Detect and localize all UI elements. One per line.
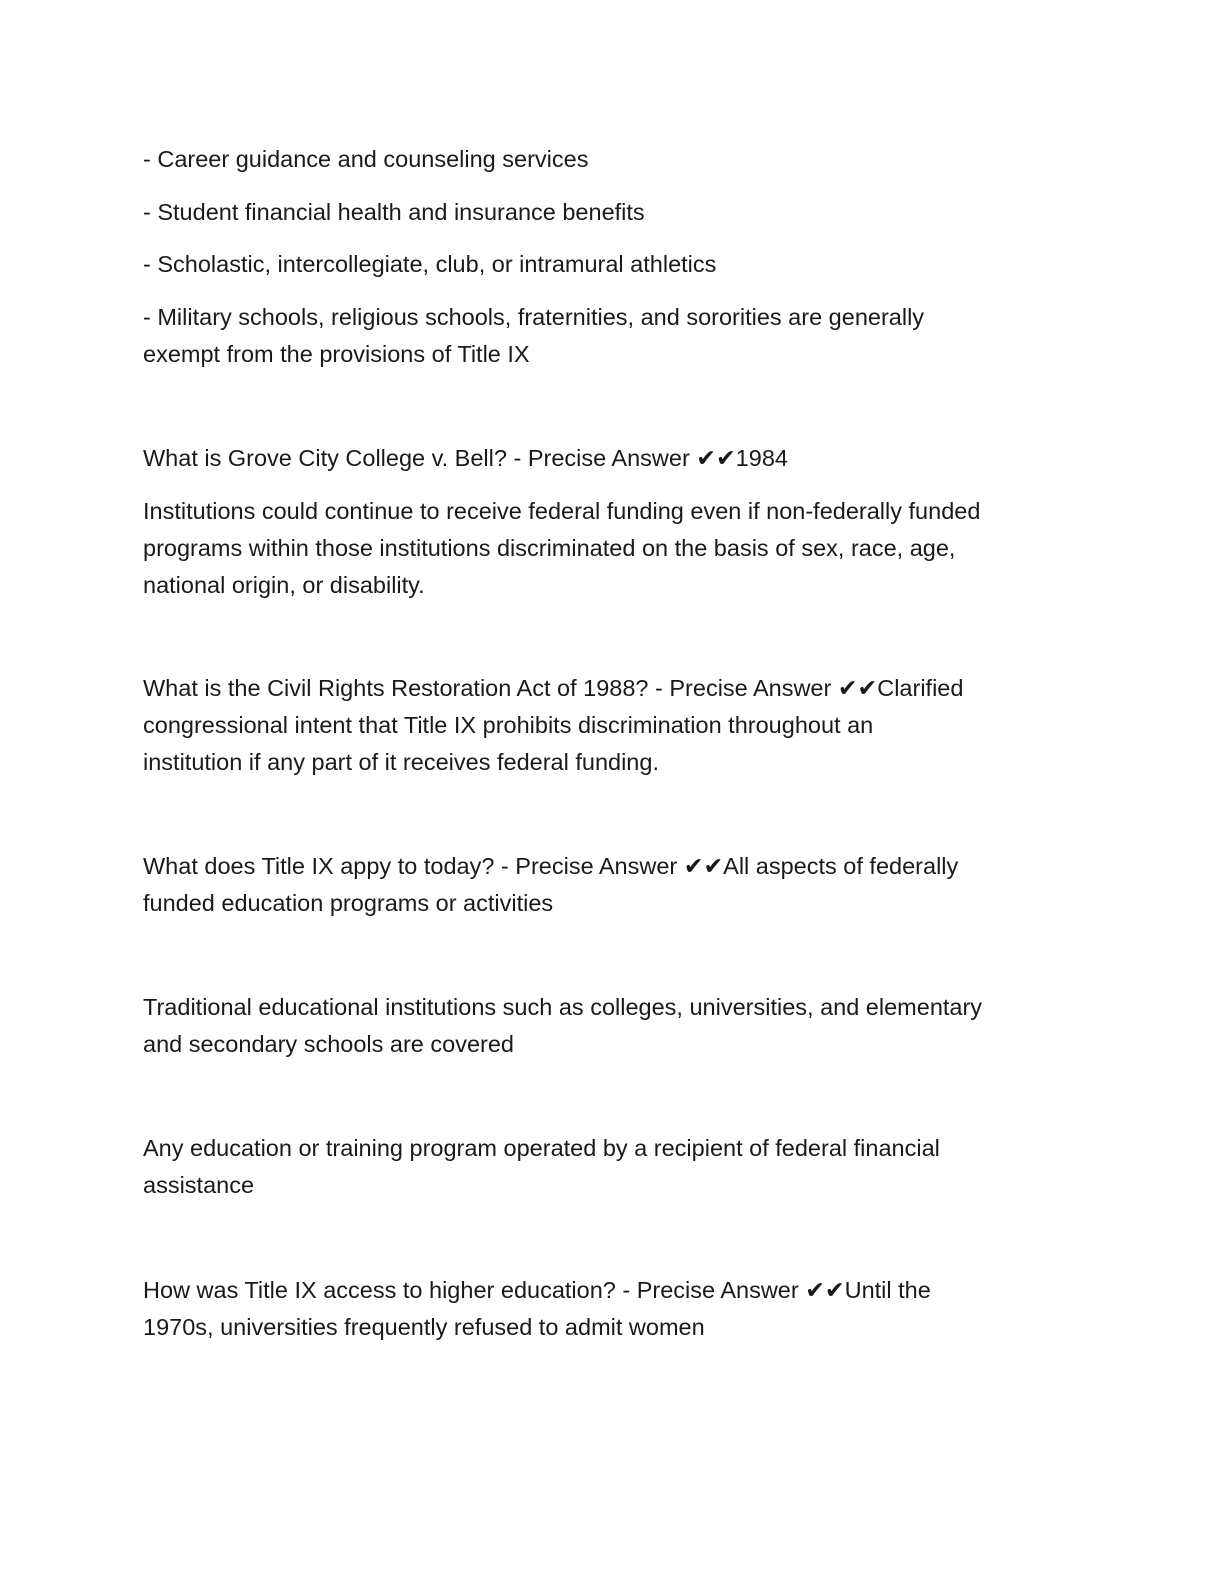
title-ix-applies-today-qa: What does Title IX appy to today? - Precise Answer ✔✔All aspects of federally funded education programs or activities [143, 853, 959, 916]
bullet-financial-health: - Student financial health and insurance benefits [143, 199, 645, 225]
grove-city-question: What is Grove City College v. Bell? - Precise Answer ✔✔1984 [143, 445, 788, 471]
traditional-institutions-paragraph: Traditional educational institutions such as colleges, universities, and elementary and secondary schools are covered [143, 994, 983, 1057]
civil-rights-restoration-qa: What is the Civil Rights Restoration Act of 1988? - Precise Answer ✔✔Clarified congressional intent that Title IX prohibits discrimination throughout an institution if any part of it receives federal funding. [143, 675, 964, 775]
any-program-paragraph: Any education or training program operated by a recipient of federal financial assistance [143, 1135, 940, 1198]
bullet-career-guidance: - Career guidance and counseling services [143, 146, 589, 172]
bullet-exemptions: - Military schools, religious schools, fraternities, and sororities are generally exempt from the provisions of Title IX [143, 304, 925, 367]
higher-education-access-qa: How was Title IX access to higher education? - Precise Answer ✔✔Until the 1970s, universities frequently refused to admit women [143, 1277, 931, 1340]
bullet-athletics: - Scholastic, intercollegiate, club, or intramural athletics [143, 251, 717, 277]
grove-city-answer: Institutions could continue to receive federal funding even if non-federally funded programs within those institutions discriminated on the basis of sex, race, age, national origin, or disability. [143, 498, 981, 598]
